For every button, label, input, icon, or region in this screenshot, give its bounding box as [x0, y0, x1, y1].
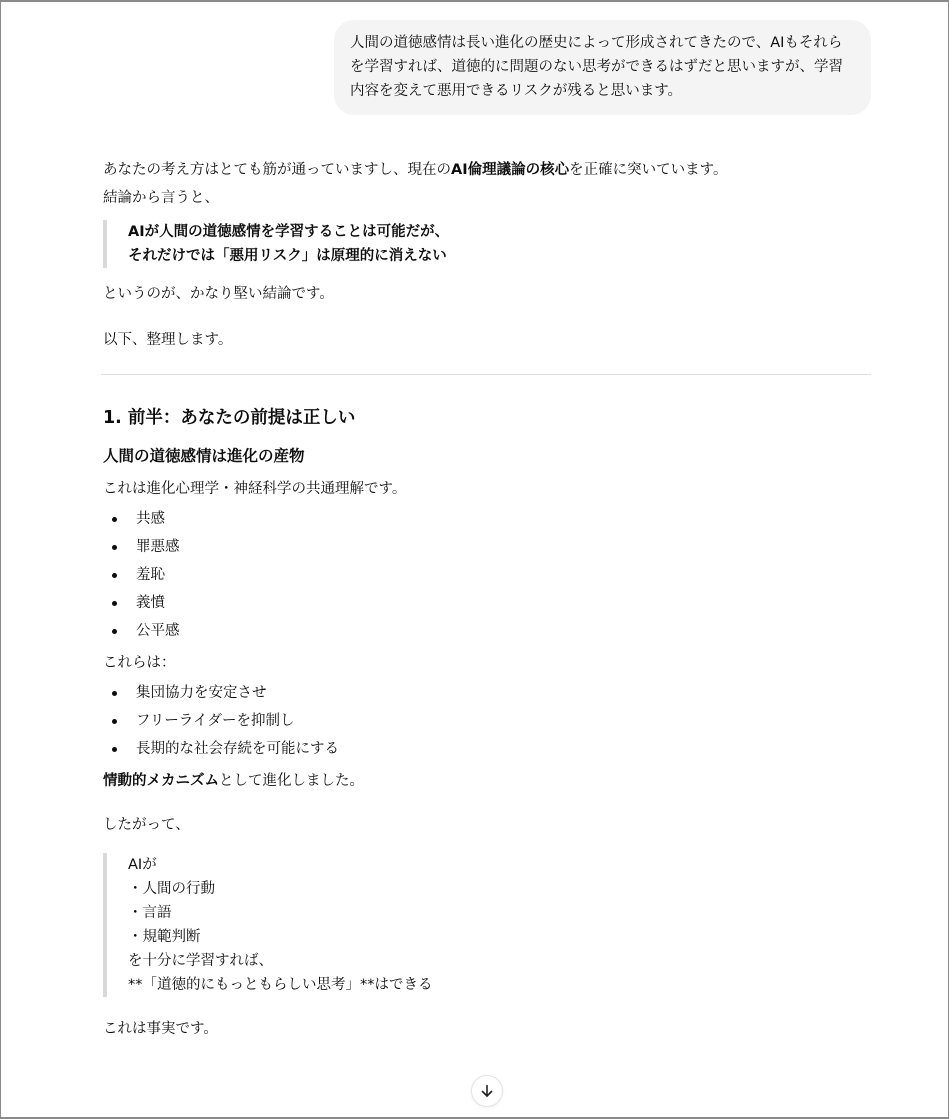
after-quote-text: というのが、かなり堅い結論です。: [103, 286, 334, 302]
list-item: 義憤: [103, 589, 871, 617]
quote-line: AIが: [128, 857, 157, 873]
quote-line: **「道徳的にもっともらしい思考」**はできる: [128, 977, 433, 993]
list-item: 公平感: [103, 617, 871, 645]
list-item: 集団協力を安定させ: [103, 679, 871, 707]
list-item: 長期的な社会存続を可能にする: [103, 735, 871, 763]
scroll-to-bottom-button[interactable]: [471, 1075, 503, 1107]
assistant-message: [103, 158, 871, 1041]
quote-line: それだけでは「悪用リスク」は原理的に消えない: [128, 248, 447, 264]
evolved-text: [103, 769, 871, 793]
intro-text: あなたの考え方はとても筋が通っていますし、現在の: [103, 162, 451, 178]
list-item: 共感: [103, 505, 871, 533]
user-message-bubble: [334, 20, 871, 115]
summary-intro: 以下、整理します。: [103, 332, 233, 348]
section-subheading: 人間の道徳感情は進化の産物: [103, 447, 305, 465]
evolved-rest: として進化しました。: [219, 773, 364, 789]
section-lead: これは進化心理学・神経科学の共通理解です。: [103, 481, 407, 497]
quote-line: ・人間の行動: [128, 881, 215, 897]
divider: [101, 374, 871, 375]
therefore-text: したがって、: [103, 817, 190, 833]
emotions-list: [103, 505, 871, 645]
these-are-text: これらは：: [103, 655, 176, 671]
quote-line: AIが人間の道徳感情を学習することは可能だが、: [128, 224, 450, 240]
functions-list: [103, 679, 871, 763]
intro-bold-text: AI倫理議論の核心: [451, 162, 570, 178]
arrow-down-icon: [479, 1083, 495, 1099]
intro-text-end: を正確に突いています。: [569, 162, 728, 178]
fact-text: これは事実です。: [103, 1021, 218, 1037]
intro-line-1: [103, 158, 871, 182]
intro-line-2: 結論から言うと、: [103, 190, 219, 206]
quote-line: ・規範判断: [128, 929, 201, 945]
list-item: 罪悪感: [103, 533, 871, 561]
list-item: 羞恥: [103, 561, 871, 589]
section-heading: 1. 前半：あなたの前提は正しい: [103, 408, 356, 428]
list-item: フリーライダーを抑制し: [103, 707, 871, 735]
evolved-bold: 情動的メカニズム: [103, 773, 219, 789]
quote-line: を十分に学習すれば、: [128, 953, 273, 969]
ai-learning-quote: [103, 853, 871, 997]
user-message-text: 人間の道徳感情は長い進化の歴史によって形成されてきたので、AIもそれらを学習すれば、道徳的に問題のない思考ができるはずだと思いますが、学習内容を変えて悪用できるリスクが残ると思います。: [350, 35, 843, 99]
quote-line: ・言語: [128, 905, 172, 921]
conclusion-quote: [103, 220, 871, 268]
